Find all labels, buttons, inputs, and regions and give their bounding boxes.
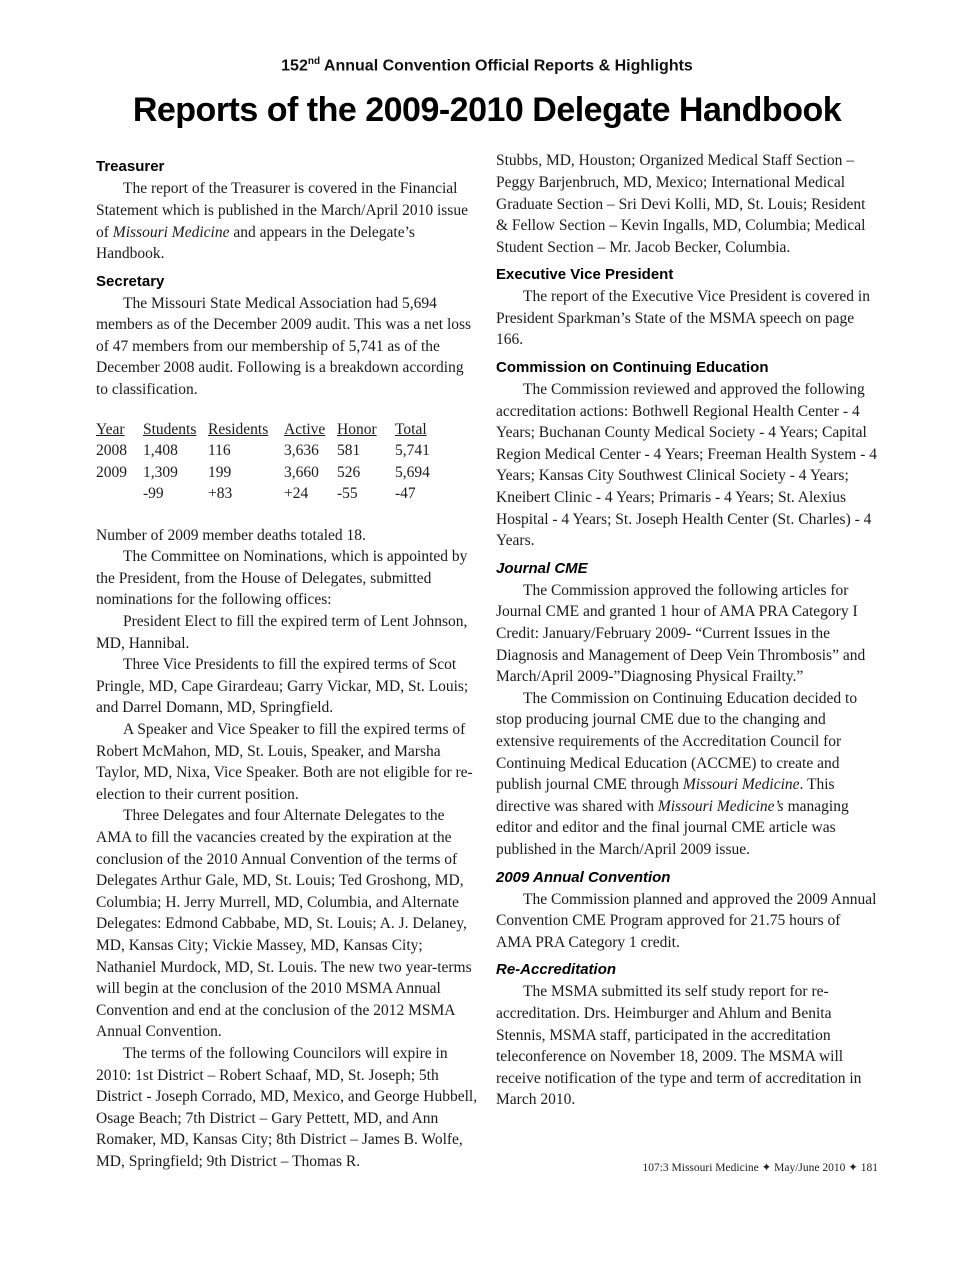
paragraph: [96, 1043, 478, 1173]
text-run: The Missouri State Medical Association had 5,694 members as of the December 2009 audit. This was a net loss of 47 members from our membership of 5,741 as of the December 2008 audit. Following is a breakdown according to classification.: [96, 294, 472, 399]
section-heading: Re-Accreditation: [496, 961, 617, 979]
table-cell: 199: [208, 463, 232, 481]
table-header-cell: Year: [96, 420, 125, 438]
text-run: The report of the Executive Vice President is covered in President Sparkman’s State of the MSMA speech on page 166.: [496, 288, 870, 349]
text-run: The Commission reviewed and approved the following accreditation actions: Bothwell Regional Health Center - 4 Years; Buchanan County Medical Society - 4 Years; Capital Region Medical Center - 4 Years; Freeman Health System - 4 Years; Kansas City Southwest Clinical Society - 4 Years; Kneibert Clinic - 4 Years; Primaris - 4 Years; St. Alexius Hospital - 4 Years; St. Joseph Health Center (St. Charles) - 4 Years.: [496, 381, 877, 550]
text-run: A Speaker and Vice Speaker to fill the expired terms of Robert McMahon, MD, St. Louis, Speaker, and Marsha Taylor, MD, Nixa, Vice Speaker. Both are not eligible for re-election to their current position.: [96, 721, 473, 803]
table-row: [96, 440, 455, 462]
text-run: Stubbs, MD, Houston; Organized Medical Staff Section – Peggy Barjenbruch, MD, Mexico; International Medical Graduate Section – Sri Devi Kolli, MD, St. Louis; Resident & Fellow Section – Kevin Ingalls, MD, Columbia; Medical Student Section – Mr. Jacob Becker, Columbia.: [496, 152, 866, 256]
kicker-text: Annual Convention Official Reports & Highlights: [320, 57, 693, 75]
left-column: [96, 150, 478, 1172]
table-header-cell: Honor: [337, 420, 377, 438]
text-run: Three Delegates and four Alternate Delegates to the AMA to fill the vacancies created by the expiration at the conclusion of the 2010 Annual Convention of the terms of Delegates Arthur Gale, MD, St. Louis; Ted Groshong, MD, Columbia; H. Jerry Murrell, MD, Columbia, and Alternate Delegates: Edmond Cabbabe, MD, St. Louis; A. J. Delaney, MD, Kansas City; Vickie Massey, MD, Kansas City; Nathaniel Murdock, MD, St. Louis. The new two year-terms will begin at the conclusion of the 2010 MSMA Annual Convention and end at the conclusion of the 2012 MSMA Annual Convention.: [96, 807, 472, 1041]
paragraph: [96, 719, 478, 805]
page-footer: 107:3 Missouri Medicine ✦ May/June 2010 ✦ 181: [642, 1162, 878, 1174]
table-header-cell: Total: [395, 420, 427, 438]
text-run: The terms of the following Councilors will expire in 2010: 1st District – Robert Schaaf, MD, St. Joseph; 5th District - Joseph Corrado, MD, Mexico, and George Hubbell, Osage Beach; 7th District – Gary Pettett, MD, and Ann Romaker, MD, Kansas City; 8th District – James B. Wolfe, MD, Springfield; 9th District – Thomas R.: [96, 1044, 478, 1170]
paragraph: [496, 981, 878, 1111]
text-run: President Elect to fill the expired term of Lent Johnson, MD, Hannibal.: [96, 613, 468, 652]
text-run: The Commission approved the following articles for Journal CME and granted 1 hour of AMA PRA Category I Credit: January/February 2009- “Current Issues in the Diagnosis and Management of Deep Vein Thrombosis” and March/April 2009-”Diagnosing Physical Frailty.”: [496, 581, 866, 686]
paragraph: [496, 150, 878, 258]
paragraph: [96, 654, 478, 719]
table-cell: -55: [337, 485, 358, 503]
kicker: [96, 56, 878, 75]
table-cell: 3,660: [284, 463, 319, 481]
table-cell: 1,408: [143, 442, 178, 460]
page-title: Reports of the 2009-2010 Delegate Handbook: [132, 91, 842, 130]
table-cell: 526: [337, 463, 361, 481]
text-run: Missouri Medicine: [682, 776, 800, 794]
table-cell: 1,309: [143, 463, 178, 481]
table-row: [96, 462, 455, 484]
table-cell: +83: [208, 485, 233, 503]
paragraph: [96, 546, 478, 611]
table-cell: -47: [395, 485, 416, 503]
table-cell: -99: [143, 485, 164, 503]
paragraph: [96, 293, 478, 401]
kicker-number: 152: [281, 57, 308, 75]
section-heading: Journal CME: [496, 559, 588, 577]
table-header-cell: Students: [143, 420, 197, 438]
paragraph: [496, 580, 878, 688]
paragraph: [496, 379, 878, 552]
section-heading: Secretary: [96, 272, 165, 290]
section-heading: Commission on Continuing Education: [496, 359, 769, 377]
text-run: The Commission planned and approved the 2009 Annual Convention CME Program approved for 21.75 hours of AMA PRA Category 1 credit.: [496, 890, 877, 951]
text-run: The report of the Treasurer is covered in the Financial Statement which is published in the March/April 2010 issue of: [96, 180, 468, 241]
membership-table: [96, 419, 455, 505]
table-cell: +24: [284, 485, 309, 503]
text-run: Missouri Medicine’s: [657, 797, 784, 815]
section-heading: 2009 Annual Convention: [496, 868, 671, 886]
text-run: The Commission on Continuing Education decided to stop producing journal CME due to the changing and extensive requirements of the Accreditation Council for Continuing Medical Education (ACCME) to create and publish journal CME through: [496, 689, 858, 794]
paragraph: [96, 178, 478, 264]
text-run: The Committee on Nominations, which is appointed by the President, from the House of Delegates, submitted nominations for the following offices:: [96, 548, 468, 609]
table-cell: 3,636: [284, 442, 319, 460]
table-header-cell: Residents: [208, 420, 269, 438]
table-header-cell: Active: [284, 420, 326, 438]
kicker-ordinal: nd: [307, 56, 321, 67]
paragraph: [96, 525, 478, 547]
columns: [96, 150, 878, 1172]
text-run: Number of 2009 member deaths totaled 18.: [96, 526, 366, 544]
text-run: and appears in the Delegate’s Handbook.: [96, 223, 415, 263]
table-row: [96, 483, 455, 505]
table-cell: 2008: [96, 442, 127, 460]
table-cell: 2009: [96, 463, 127, 481]
text-run: Three Vice Presidents to fill the expired terms of Scot Pringle, MD, Cape Girardeau; Garry Vickar, MD, St. Louis; and Darrel Domann, MD, Springfield.: [96, 656, 469, 717]
text-run: managing editor and editor and the final journal CME article was published in the March/April 2009 issue.: [496, 797, 849, 858]
section-heading: Treasurer: [96, 158, 165, 176]
right-column: [496, 150, 878, 1172]
section-heading: Executive Vice President: [496, 266, 674, 284]
table-cell: 116: [208, 442, 231, 460]
table-cell: 5,741: [395, 442, 430, 460]
paragraph: [496, 889, 878, 954]
table-cell: 5,694: [395, 463, 430, 481]
table-cell: [96, 483, 143, 505]
paragraph: [96, 611, 478, 654]
paragraph: [96, 805, 478, 1043]
paragraph: [496, 688, 878, 861]
paragraph: [496, 286, 878, 351]
table-cell: 581: [337, 442, 361, 460]
text-run: . This directive was shared with: [496, 776, 835, 815]
text-run: The MSMA submitted its self study report for re-accreditation. Drs. Heimburger and Ahlum and Benita Stennis, MSMA staff, participated in the accreditation teleconference on November 18, 2009. The MSMA will receive notification of the type and term of accreditation in March 2010.: [496, 983, 862, 1109]
text-run: Missouri Medicine: [112, 223, 230, 241]
